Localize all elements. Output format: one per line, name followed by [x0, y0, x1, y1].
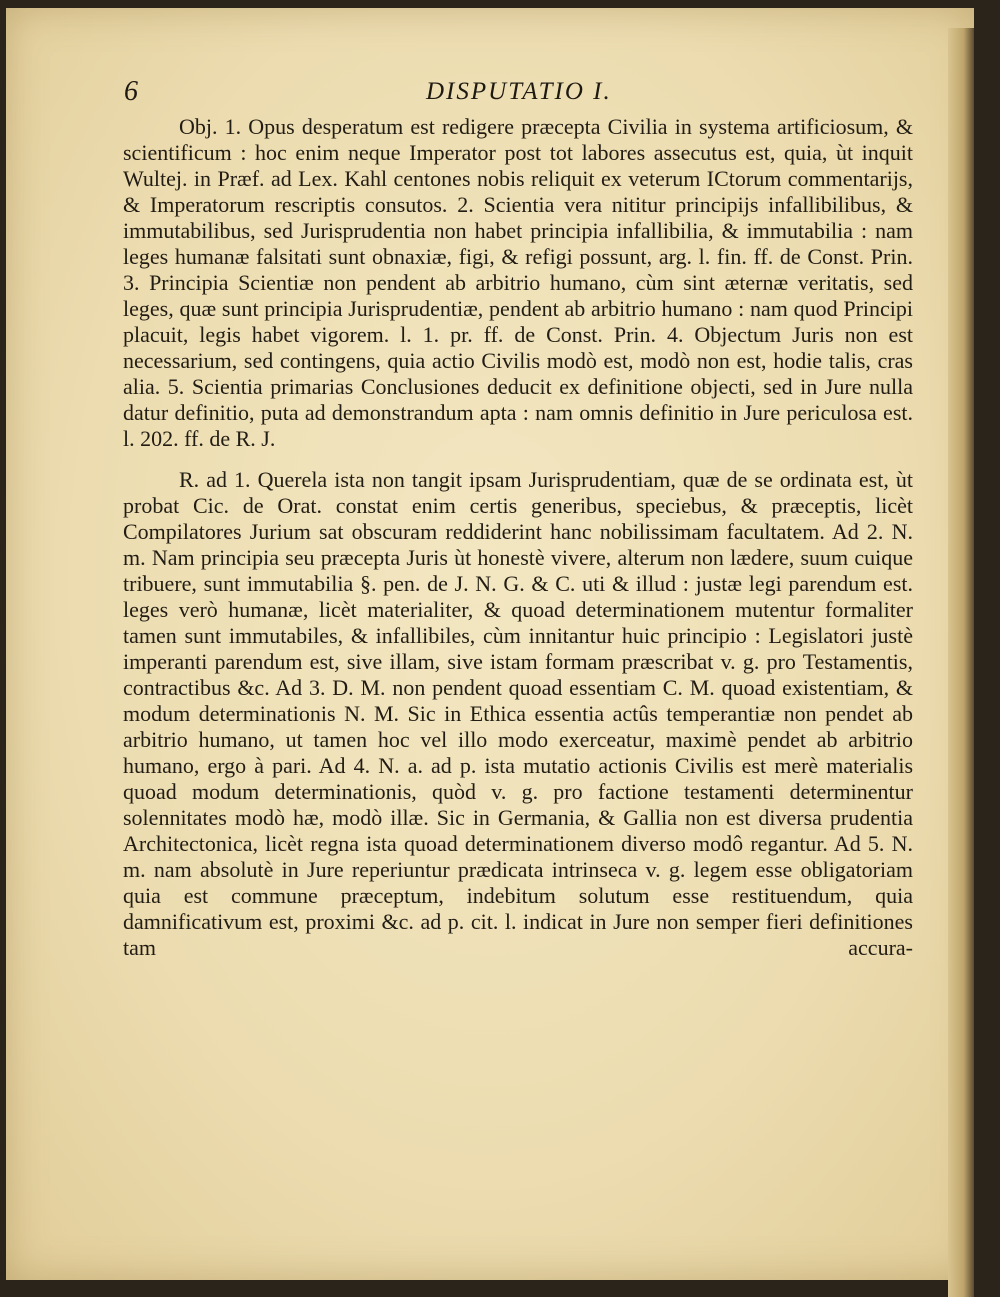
catchword: accura- [848, 935, 913, 960]
responses-paragraph [123, 467, 913, 961]
objections-paragraph [123, 114, 913, 452]
responses-text: 1. Querela ista non tangit ipsam Jurisprudentiam, quæ de se ordinata est, ùt probat Cic. de Orat. constat enim certis generibus, speciebus, & præceptis, licèt Compilatores Jurium sat obscuram reddiderint hanc nobilissimam facultatem. Ad 2. N. m. Nam principia seu præcepta Juris ùt honestè vivere, alterum non lædere, suum cuique tribuere, sunt immutabilia §. pen. de J. N. G. & C. uti & illud : justæ legi parendum est. leges verò humanæ, licèt materialiter, & quoad determinationem mutentur formaliter tamen sunt immutabiles, & infallibiles, cùm innitantur huic principio : Legislatori justè imperanti parendum est, sive illam, sive istam formam præscribat v. g. pro Testamentis, contractibus &c. Ad 3. D. M. non pendent quoad essentiam C. M. quoad existentiam, & modum determinationis N. M. Sic in Ethica essentia actûs temperantiæ non pendet ab arbitrio humano, ut tamen hoc vel illo modo exerceatur, maximè pendet ab arbitrio humano, ergo à pari. Ad 4. N. a. ad p. ista mutatio actionis Civilis est merè materialis quoad modum determinationis, quòd v. g. pro factione testamenti determinentur solennitates modò hæ, modò illæ. Sic in Germania, & Gallia non est diversa prudentia Architectonica, licèt regna ista quoad determinationem diverso modô regantur. Ad 5. N. m. nam absolutè in Jure reperiuntur prædicata intrinseca v. g. legem esse obligatoriam quia est commune præceptum, indebitum solutum esse restituendum, quia damnificativum est, proximi &c. ad p. cit. l. indicat in Jure non semper fieri definitiones tam [123, 467, 913, 960]
main-text [123, 114, 913, 961]
book-page [6, 8, 974, 1280]
page-edge [948, 28, 974, 1297]
running-head: DISPUTATIO I. [426, 78, 612, 105]
page-header [116, 72, 916, 112]
objections-text: 1. Opus desperatum est redigere præcepta Civilia in systema artificiosum, & scientificum : hoc enim neque Imperator post tot labores assecutus est, quia, ùt inquit Wultej. in Præf. ad Lex. Kahl centones nobis reliquit ex veterum ICtorum commentarijs, & Imperatorum rescriptis consutos. 2. Scientia vera nititur principijs infallibilibus, & immutabilibus, sed Jurisprudentia non habet principia infallibilia, & immutabilia : nam leges humanæ falsitati sunt obnaxiæ, figi, & refigi possunt, arg. l. fin. ff. de Const. Prin. 3. Principia Scientiæ non pendent ab arbitrio humano, cùm sint æternæ veritatis, sed leges, quæ sunt principia Jurisprudentiæ, pendent ab arbitrio humano : nam quod Principi placuit, legis habet vigorem. l. 1. pr. ff. de Const. Prin. 4. Objectum Juris non est necessarium, sed contingens, quia actio Civilis modò est, modò non est, hodie talis, cras alia. 5. Scientia primarias Conclusiones deducit ex definitione objecti, sed in Jure nulla datur definitio, puta ad demonstrandum apta : nam omnis definitio in Jure periculosa est. l. 202. ff. de R. J. [123, 114, 914, 451]
objections-label: Obj. [179, 114, 218, 139]
responses-label: R. ad [179, 467, 227, 492]
page-number: 6 [124, 76, 138, 107]
